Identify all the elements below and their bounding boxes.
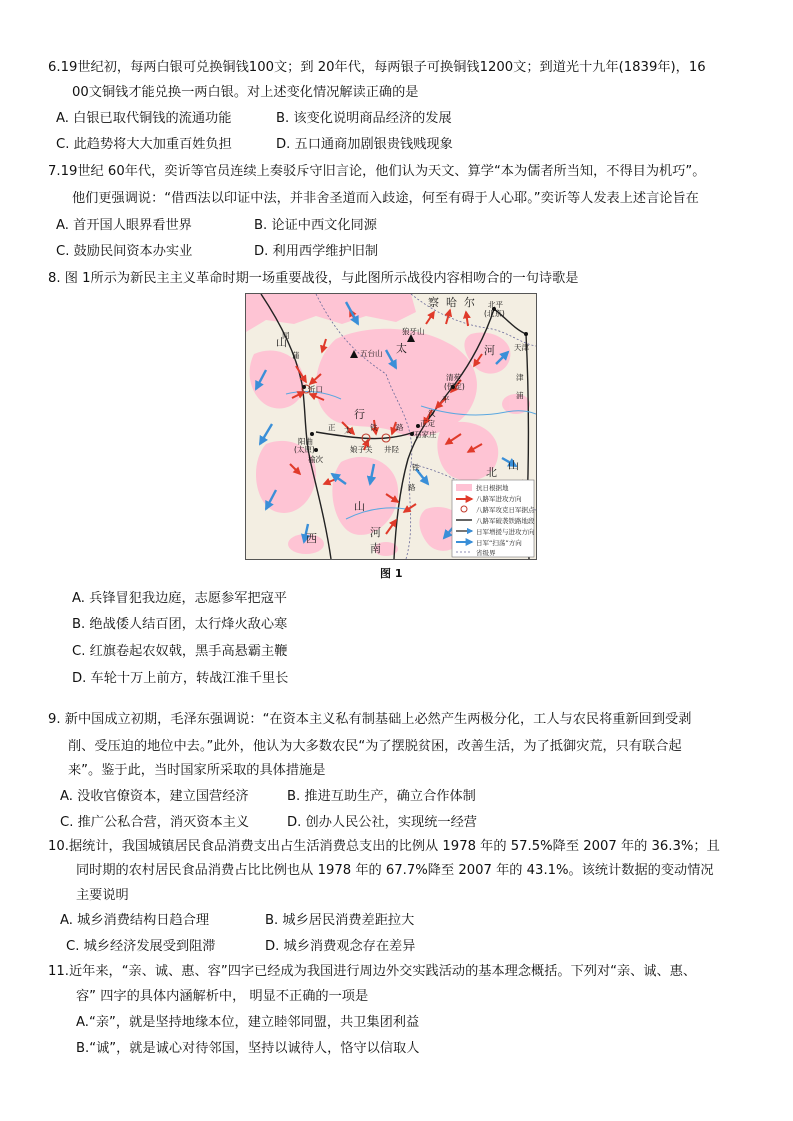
q11-option-b: B.“诚”，就是诚心对待邻国，坚持以诚待人，恪守以信取人 [76,1041,420,1056]
figure-caption: 图 1 [380,567,403,580]
q10-stem-line2: 同时期的农村居民食品消费占比比例也从 1978 年的 67.7%降至 2007 年的 43.1%。该统计数据的变动情况 [76,863,714,878]
q11-stem-line2: 容” 四字的具体内涵解析中， 明显不正确的一项是 [76,989,369,1004]
rail-label-han: 汉 [428,409,436,418]
q6-option-c: C. 此趋势将大大加重百姓负担 [56,137,232,152]
battle-map-figure [245,293,537,560]
region-tai: 太 [396,342,407,355]
base-area-north [246,294,416,332]
legend-base-area: 抗日根据地 [476,484,509,492]
q9-option-b: B. 推进互助生产，确立合作体制 [287,789,476,804]
q11-stem-line1: 11.近年来，“亲、诚、惠、容”四字已经成为我国进行周边外交实践活动的基本理念概括。下列对“亲、诚、惠、 [48,964,697,979]
legend-rail-sabotage: 八路军破袭铁路地段 [476,517,535,525]
q10-option-d: D. 城乡消费观念存在差异 [265,939,416,954]
region-henan-nan: 南 [370,542,381,555]
q7-option-b: B. 论证中西文化同源 [254,218,377,233]
label-beiping: 北平 [488,300,503,309]
red-arrow [322,339,326,352]
q8-option-b: B. 绝战倭人结百团，太行烽火敌心寒 [72,617,288,632]
legend-swatch-base [456,484,472,491]
rail-label-lu: 路 [396,423,404,432]
region-shandong-shan: 山 [508,459,519,472]
city-dot-xinkou [302,385,306,389]
city-dot-tianjin [524,332,528,336]
q7-option-c: C. 鼓励民间资本办实业 [56,244,193,259]
battle-map [246,294,536,559]
q9-stem-line1: 9. 新中国成立初期，毛泽东强调说：“在资本主义私有制基础上必然产生两极分化，工人与农民将重新回到受剥 [48,712,692,727]
rail-label-tie: 铁 [370,423,378,432]
blue-arrow [260,424,272,444]
rail-label-tai: 太 [344,426,352,435]
rail-label-jin: 津 [516,373,524,382]
region-ha: 哈 [446,296,457,309]
rail-label-zheng: 正 [328,423,336,432]
legend-captured: 八路军攻克日军据点 [476,506,535,514]
q7-option-a: A. 首开国人眼界看世界 [56,218,192,233]
q8-option-c: C. 红旗卷起农奴戟，黑手高悬霸主鞭 [72,644,288,659]
q9-option-c: C. 推广公私合营，消灭资本主义 [60,815,250,830]
label-xinkou: 忻口 [308,385,323,394]
region-shanxi-shan: 山 [276,336,287,349]
label-shijiazhuang: 石家庄 [414,430,437,439]
region-henan-he: 河 [370,526,381,539]
red-arrow [404,504,416,512]
rail-label-pu2: 浦 [516,391,524,400]
label-zhengding: 正定 [420,419,435,428]
legend-sweep: 日军“扫荡”方向 [476,539,522,547]
region-er: 尔 [464,296,475,309]
q11-option-a: A.“亲”，就是坚持地缘本位，建立睦邻同盟，共卫集团利益 [76,1015,420,1030]
q10-stem-line3: 主要说明 [76,888,129,903]
label-taiyuan: (太原) [294,445,315,454]
legend-attack: 八路军进攻方向 [476,495,522,503]
red-arrow [426,312,434,324]
label-beijing: (北京) [484,309,505,318]
label-langya: 狼牙山 [402,327,425,336]
legend-reinforce: 日军增援与进攻方向 [476,528,535,536]
region-hebei-bei: 北 [486,466,497,479]
city-dot-yangqu [310,432,314,436]
q7-stem-line1: 7.19世纪 60年代，奕䜣等官员连续上奏驳斥守旧言论，他们认为天文、算学“本为儒者所当知，不得目为机巧”。 [48,164,706,179]
q6-option-d: D. 五口通商加剧银贵钱贱现象 [276,137,453,152]
q10-option-b: B. 城乡居民消费差距拉大 [265,913,415,928]
q9-stem-line3: 来”。鉴于此，当时国家所采取的具体措施是 [68,763,326,778]
map-legend [452,480,535,557]
region-shanxi-xi: 西 [306,532,317,545]
rail-label-tong: 同 [282,331,290,340]
q8-option-a: A. 兵锋冒犯我边庭，志愿参军把寇平 [72,591,287,606]
rail-label-tie2: 铁 [412,463,420,472]
q10-option-a: A. 城乡消费结构日趋合理 [60,913,210,928]
q9-stem-line2: 削、受压迫的地位中去。”此外，他认为大多数农民“为了摆脱贫困，改善生活，为了抵御灾荒，只有联合起 [68,739,682,754]
q7-stem-line2: 他们更强调说：“借西法以印证中法，并非舍圣道而入歧途，何至有碍于人心耶。”奕䜣等人发表上述言论旨在 [72,191,699,206]
q7-option-d: D. 利用西学维护旧制 [254,244,379,259]
region-hebei-he: 河 [484,344,495,357]
rail-label-ping: 平 [442,395,450,404]
q6-option-a: A. 白银已取代铜钱的流通功能 [56,111,232,126]
label-tianjin: 天津 [514,343,529,352]
region-hang: 行 [354,408,365,421]
q8-option-d: D. 车轮十万上前方，转战江淮千里长 [72,671,289,686]
label-qingyuan: 清苑 [446,373,461,382]
red-arrow [386,520,396,534]
region-cha: 察 [428,296,439,309]
label-yangqu: 阳曲 [298,437,313,446]
label-jingxing: 井陉 [384,445,399,454]
q10-stem-line1: 10.据统计，我国城镇居民食品消费支出占生活消费总支出的比例从 1978 年的 57.5%降至 2007 年的 36.3%；且 [48,839,720,854]
rail-label-lu2: 路 [408,483,416,492]
legend-border: 省级界 [476,549,496,557]
q8-stem: 8. 图 1所示为新民主主义革命时期一场重要战役，与此图所示战役内容相吻合的一句诗歌是 [48,271,579,286]
q9-option-d: D. 创办人民公社，实现统一经营 [287,815,477,830]
q9-option-a: A. 没收官僚资本，建立国营经济 [60,789,249,804]
label-yuci: 榆次 [308,455,323,464]
red-arrow [466,312,468,326]
label-niangziguan: 娘子关 [350,445,373,454]
region-shan-mountain: 山 [354,500,365,513]
q6-stem-line1: 6.19世纪初，每两白银可兑换铜钱100文；到 20年代，每两银子可换铜钱1200文；到道光十九年(1839年)，16 [48,60,706,75]
q6-stem-line2: 00文铜钱才能兑换一两白银。对上述变化情况解读正确的是 [72,85,419,100]
label-wutai: 五台山 [360,349,383,358]
rail-label-pu: 蒲 [292,351,300,360]
label-baoding: (保定) [444,382,465,391]
q6-option-b: B. 该变化说明商品经济的发展 [276,111,452,126]
q10-option-c: C. 城乡经济发展受到阻滞 [66,939,216,954]
